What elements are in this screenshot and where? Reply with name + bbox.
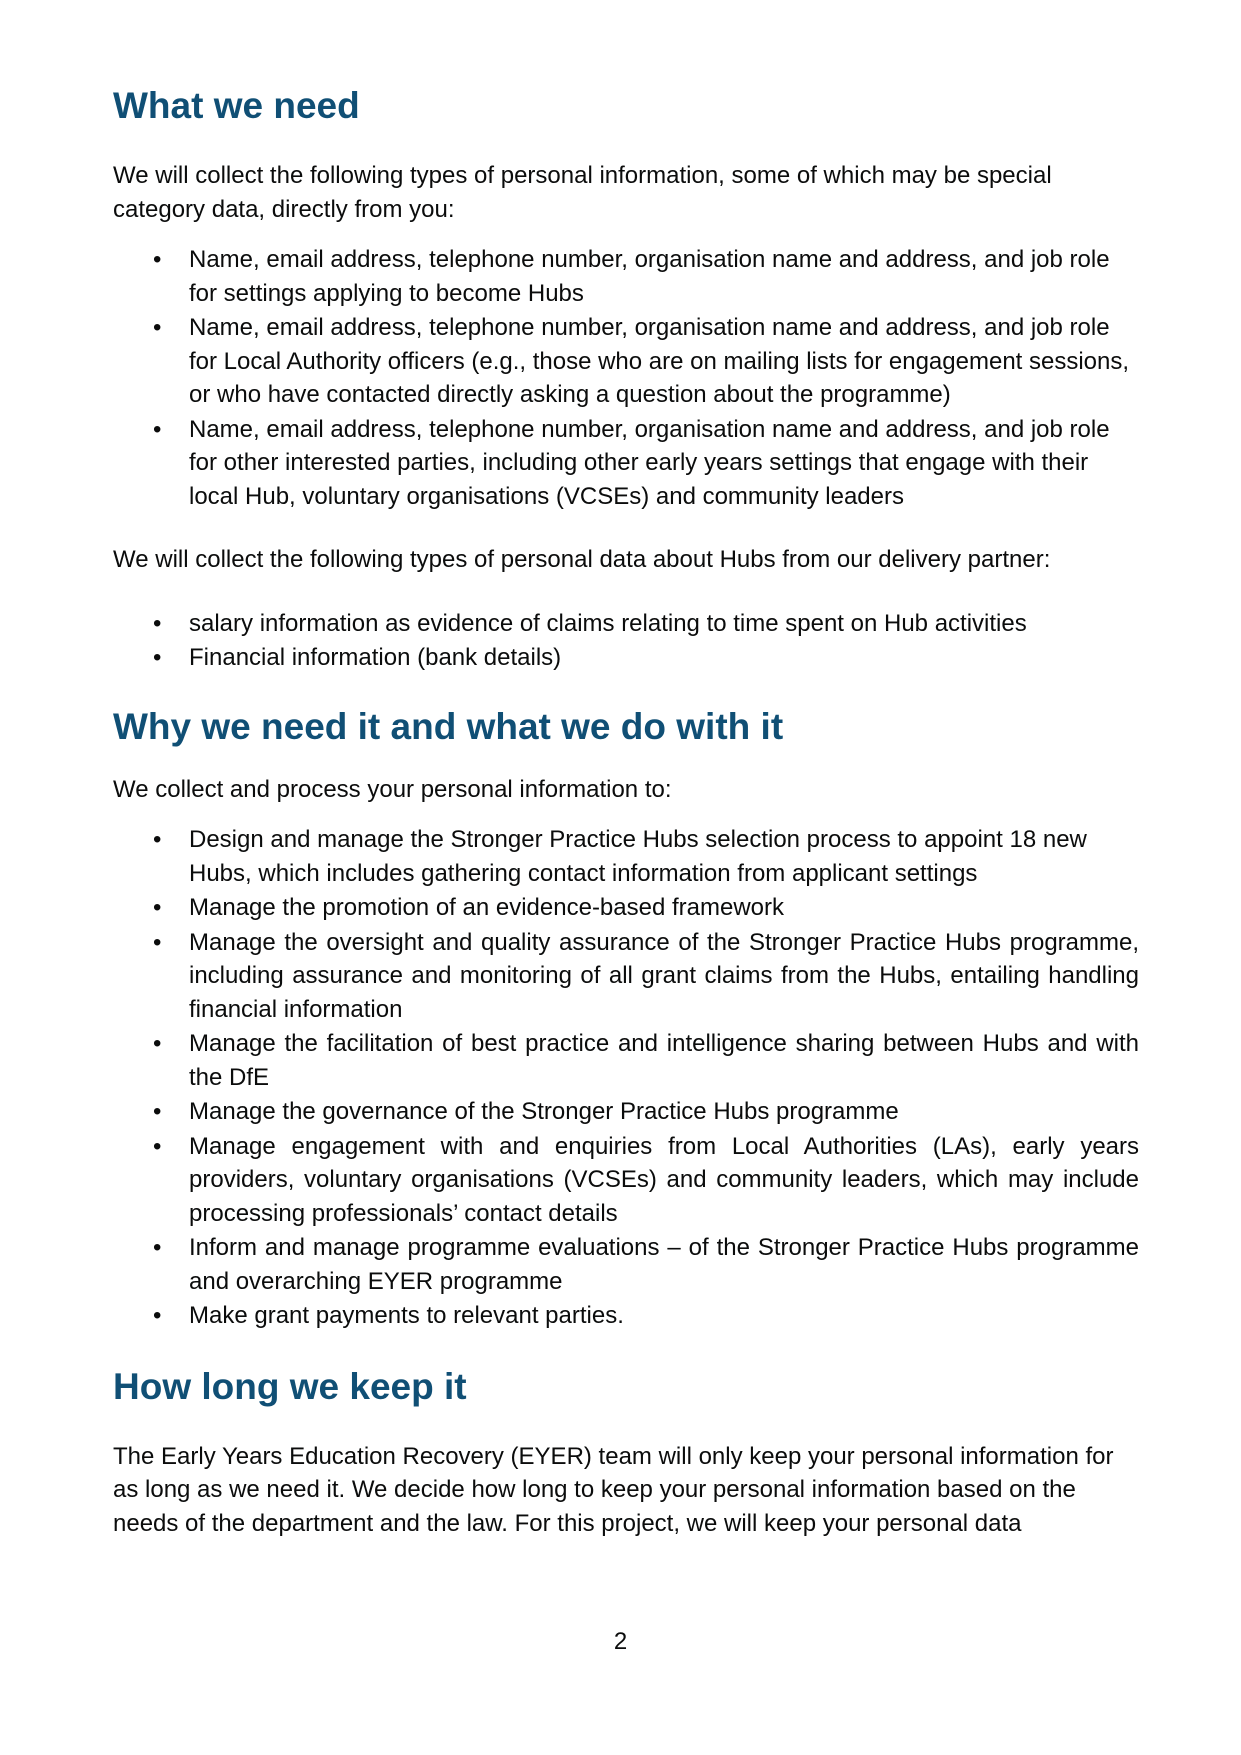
section-heading-how-long-we-keep-it: How long we keep it <box>113 1365 467 1407</box>
paragraph-what-we-need-intro: We will collect the following types of personal information, some of which may be special category data, directly from you: <box>113 162 1052 223</box>
bullet-icon: • <box>153 415 162 443</box>
bullet-icon: • <box>153 1234 162 1261</box>
list-item <box>113 1027 1139 1094</box>
list-item <box>113 1130 1139 1231</box>
list-item-text: Manage the governance of the Stronger Practice Hubs programme <box>189 1098 899 1125</box>
list-item-text: Financial information (bank details) <box>189 644 562 671</box>
list-processing-purposes <box>113 823 1139 1333</box>
bullet-icon: • <box>153 1098 162 1125</box>
bullet-icon: • <box>153 1302 162 1329</box>
section-heading-what-we-need: What we need <box>113 85 360 126</box>
list-item <box>113 641 1139 675</box>
bullet-icon: • <box>153 928 162 956</box>
list-item <box>113 1299 1139 1333</box>
list-item-text: Manage the facilitation of best practice and intelligence sharing between Hubs and with the DfE <box>189 1030 1139 1091</box>
list-item <box>113 607 1139 641</box>
document-page <box>113 82 1139 1540</box>
bullet-icon: • <box>153 314 162 341</box>
list-item-text: Name, email address, telephone number, organisation name and address, and job role for settings applying to become Hubs <box>189 246 1110 307</box>
list-item <box>113 243 1139 310</box>
list-item-text: Manage the oversight and quality assurance of the Stronger Practice Hubs programme, including assurance and monitoring of all grant claims from the Hubs, entailing handling financial information <box>189 928 1139 1023</box>
bullet-icon: • <box>153 1030 162 1057</box>
list-item-text: Inform and manage programme evaluations – of the Stronger Practice Hubs programme and overarching EYER programme <box>189 1234 1139 1295</box>
bullet-icon: • <box>153 644 162 671</box>
list-hub-data-types <box>113 607 1139 675</box>
list-item <box>113 926 1139 1027</box>
list-item-text: Manage the promotion of an evidence-based framework <box>189 894 785 921</box>
bullet-icon: • <box>153 609 162 637</box>
section-heading-why-we-need-it: Why we need it and what we do with it <box>113 705 784 747</box>
paragraph-why-intro: We collect and process your personal information to: <box>113 775 672 803</box>
list-item-text: Name, email address, telephone number, organisation name and address, and job role for other interested parties, including other early years settings that engage with their local Hub, voluntary organisations (VCSEs) and community leaders <box>189 415 1110 510</box>
bullet-icon: • <box>153 1132 162 1160</box>
list-item-text: Manage engagement with and enquiries from Local Authorities (LAs), early years providers, voluntary organisations (VCSEs) and community leaders, which may include processing professionals’ contact details <box>189 1132 1139 1227</box>
list-item-text: Design and manage the Stronger Practice Hubs selection process to appoint 18 new Hubs, which includes gathering contact information from applicant settings <box>189 826 1087 887</box>
bullet-icon: • <box>153 826 162 853</box>
list-item-text: salary information as evidence of claims relating to time spent on Hub activities <box>189 609 1027 637</box>
list-item <box>113 1231 1139 1298</box>
list-item <box>113 823 1139 890</box>
paragraph-retention: The Early Years Education Recovery (EYER) team will only keep your personal information for as long as we need it. We decide how long to keep your personal information based on the needs of the department and the law. For this project, we will keep your personal data <box>113 1442 1114 1537</box>
page-number: 2 <box>613 1628 628 1655</box>
list-item-text: Make grant payments to relevant parties. <box>189 1302 624 1329</box>
list-item <box>113 1095 1139 1129</box>
list-personal-information-types <box>113 243 1139 513</box>
paragraph-delivery-partner-intro: We will collect the following types of personal data about Hubs from our delivery partner: <box>113 546 1051 573</box>
bullet-icon: • <box>153 246 162 273</box>
list-item <box>113 891 1139 925</box>
list-item <box>113 413 1139 514</box>
list-item <box>113 311 1139 412</box>
list-item-text: Name, email address, telephone number, organisation name and address, and job role for Local Authority officers (e.g., those who are on mailing lists for engagement sessions, or who have contacted directly asking a question about the programme) <box>189 314 1130 408</box>
bullet-icon: • <box>153 894 162 921</box>
